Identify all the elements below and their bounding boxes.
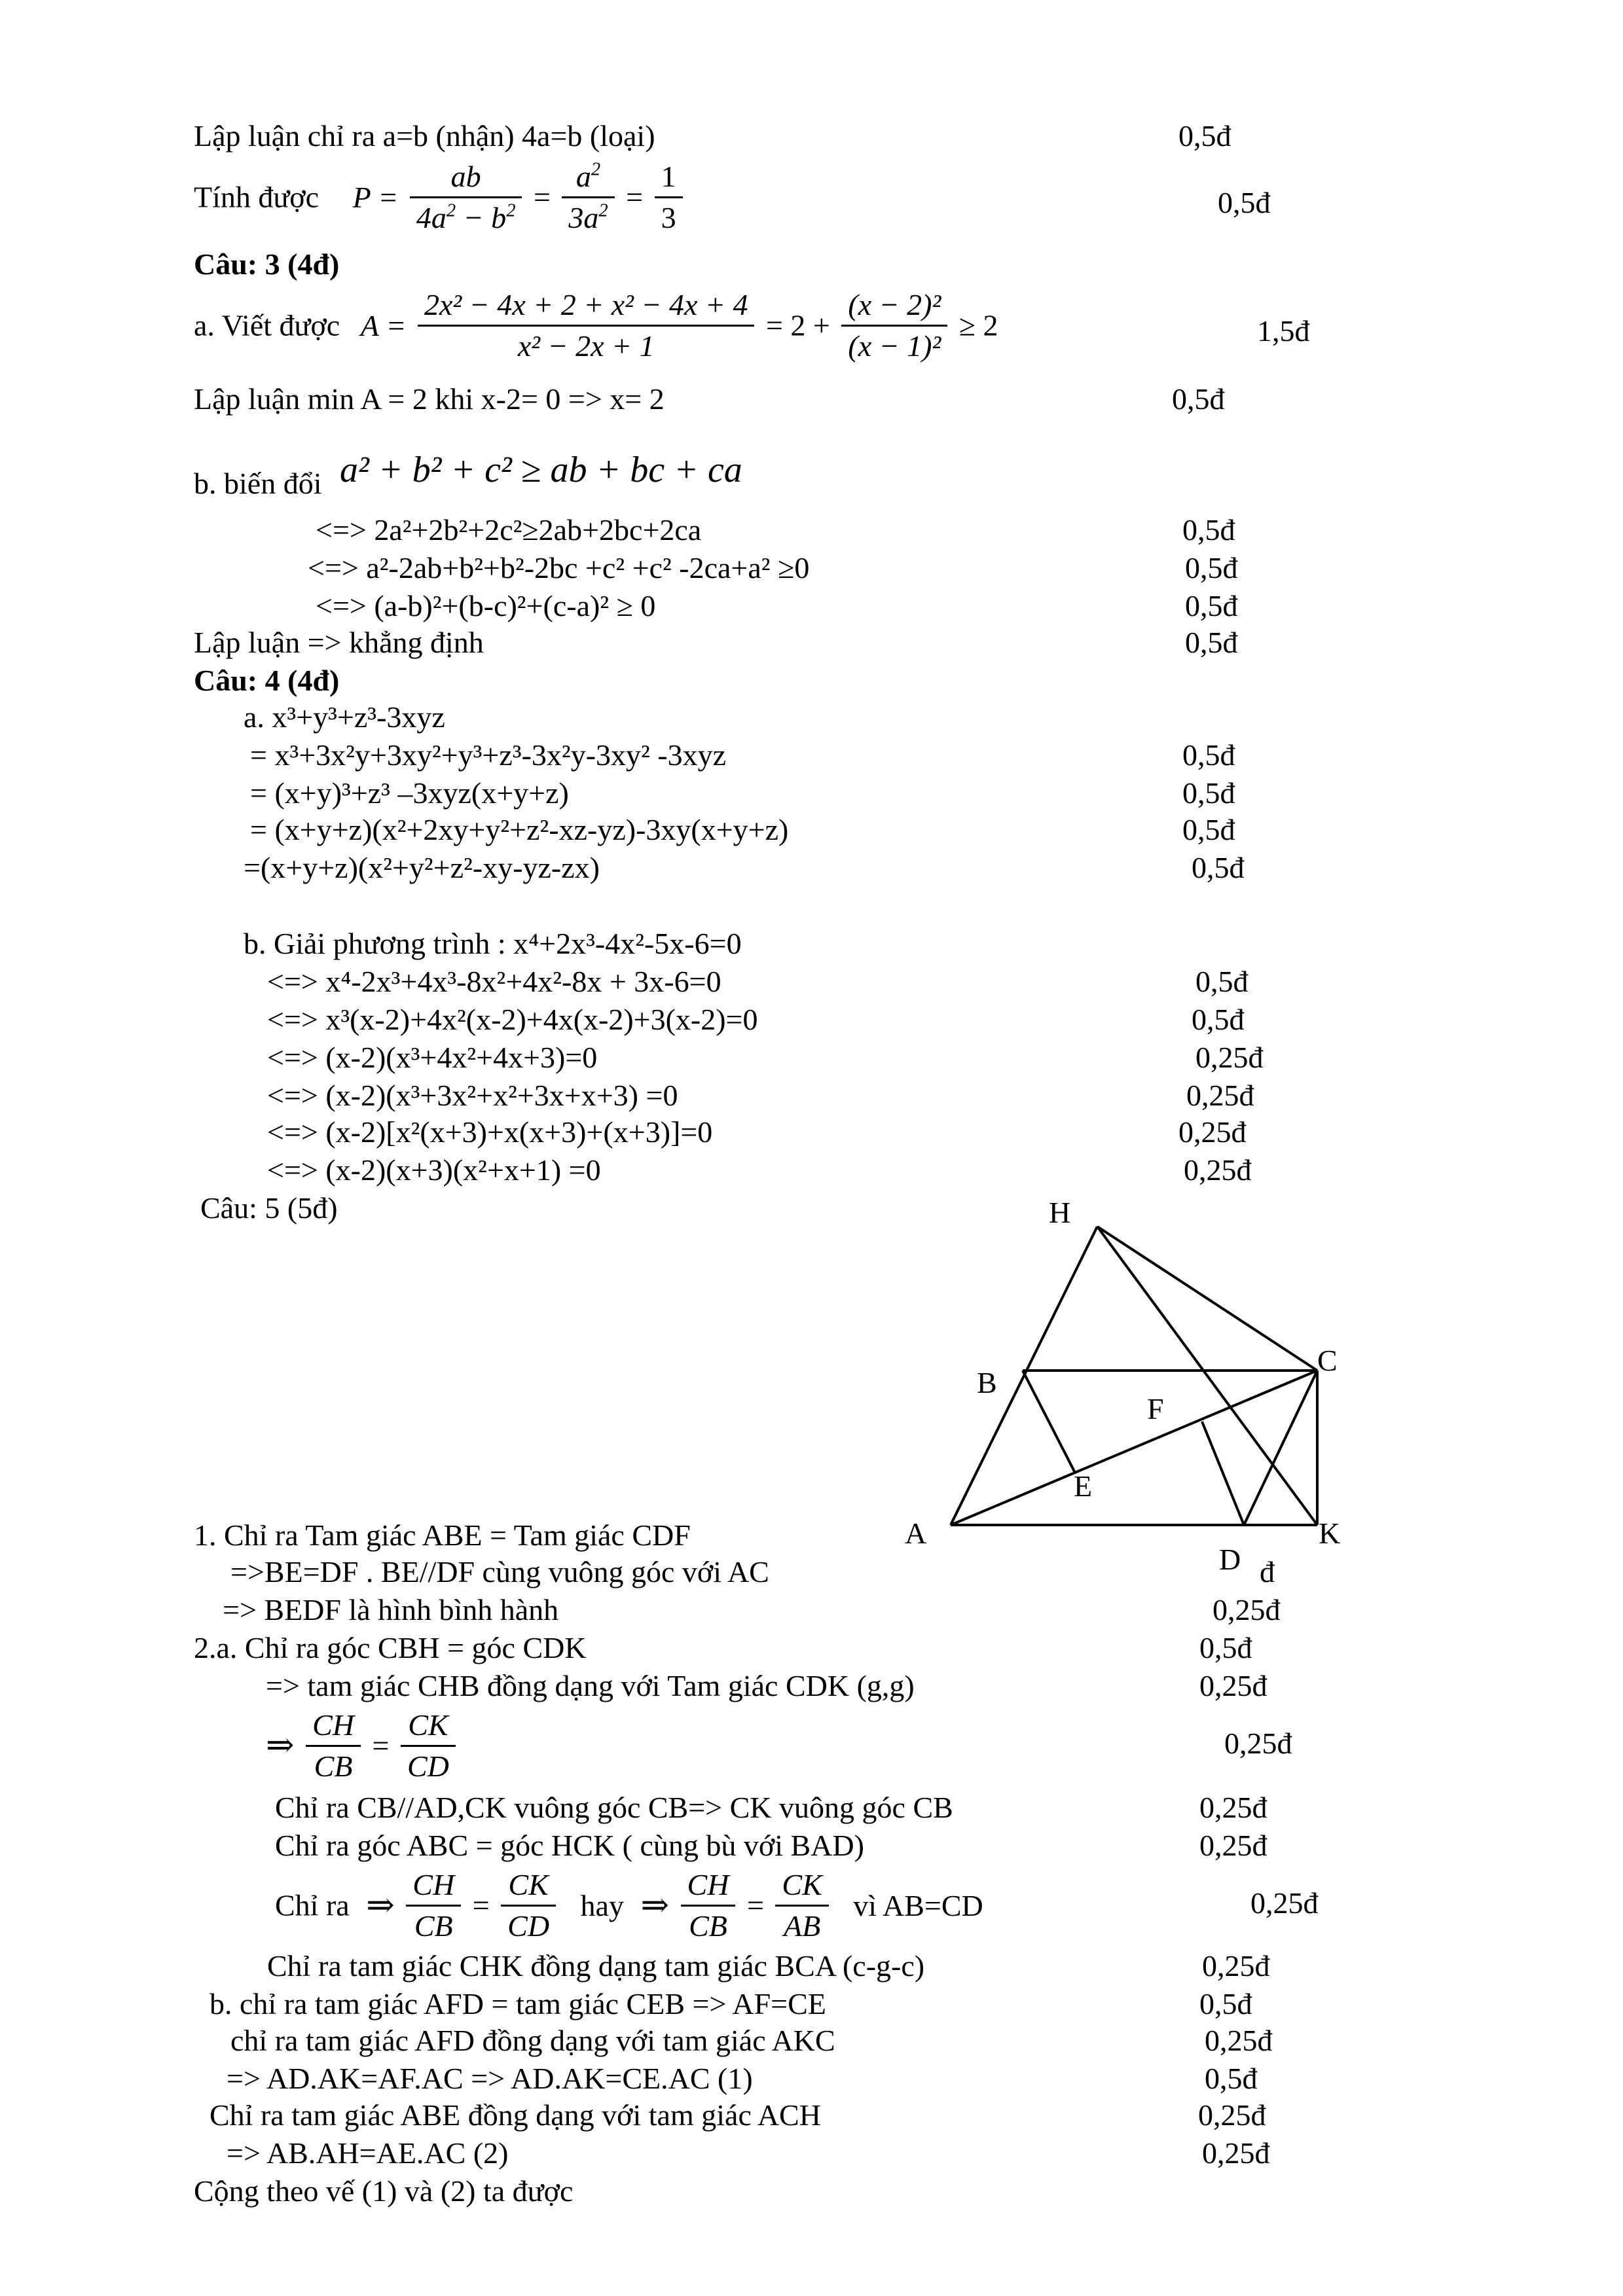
points-8: 0,5đ — [1185, 589, 1238, 622]
segment-DF — [1202, 1422, 1244, 1525]
label-D: D — [1219, 1543, 1241, 1576]
points-16: 0,5đ — [1195, 965, 1249, 998]
line-11: = x³+3x²y+3xy²+y³+z³-3x²y-3xy² -3xyz — [250, 738, 727, 772]
line-21: <=> (x-2)(x+3)(x²+x+1) =0 — [267, 1153, 601, 1187]
line-20: <=> (x-2)[x²(x+3)+x(x+3)+(x+3)]=0 — [267, 1115, 713, 1149]
line-30 — [275, 1865, 983, 1946]
points-27: 0,25đ — [1224, 1727, 1292, 1760]
label-B: B — [977, 1366, 997, 1399]
line-3-eq: A = — [360, 308, 407, 342]
points-3: 1,5đ — [1257, 314, 1310, 348]
line-37: Cộng theo vế (1) và (2) ta được — [194, 2174, 574, 2208]
points-4: 0,5đ — [1172, 382, 1225, 416]
points-36: 0,25đ — [1202, 2136, 1270, 2170]
line-2-eq: P = — [352, 180, 399, 214]
line-16: <=> x⁴-2x³+4x³-8x²+4x²-8x + 3x-6=0 — [267, 965, 721, 998]
points-32: 0,5đ — [1199, 1987, 1252, 2020]
line-9: Lập luận => khẳng định — [194, 626, 484, 659]
points-6: 0,5đ — [1182, 513, 1235, 547]
line-26: => tam giác CHB đồng dạng với Tam giác CDK (g,g) — [266, 1669, 915, 1702]
line-25: 2.a. Chỉ ra góc CBH = góc CDK — [194, 1631, 587, 1664]
fraction-CK-CD: $\frac{CK}{CD}$ — [501, 1865, 556, 1946]
label-C: C — [1317, 1344, 1338, 1377]
points-11: 0,5đ — [1182, 738, 1235, 772]
label-F: F — [1147, 1392, 1164, 1426]
fraction-CK-AB: $\frac{CK}{AB}$ — [775, 1865, 828, 1946]
line-8: <=> (a-b)²+(b-c)²+(c-a)² ≥ 0 — [316, 589, 656, 622]
line-35: Chỉ ra tam giác ABE đồng dạng với tam giác ACH — [210, 2098, 821, 2132]
line-17: <=> x³(x-2)+4x²(x-2)+4x(x-2)+3(x-2)=0 — [267, 1003, 758, 1036]
points-24: 0,25đ — [1213, 1593, 1281, 1626]
points-28: 0,25đ — [1199, 1791, 1267, 1824]
points-9: 0,5đ — [1185, 626, 1238, 659]
line-3-mid: = 2 + — [765, 308, 830, 342]
line-29: Chỉ ra góc ABC = góc HCK ( cùng bù với BAD) — [275, 1829, 864, 1862]
line-3-end: ≥ 2 — [958, 308, 998, 342]
points-12: 0,5đ — [1182, 776, 1235, 810]
segment-BE — [1023, 1371, 1075, 1473]
fraction-a2-3a2: $\frac{a^2}{3a^2}$ — [562, 157, 614, 238]
points-31: 0,25đ — [1202, 1949, 1270, 1982]
line-28: Chỉ ra CB//AD,CK vuông góc CB=> CK vuông góc CB — [275, 1791, 953, 1824]
points-30: 0,25đ — [1250, 1886, 1319, 1920]
line-27 — [266, 1706, 460, 1786]
segment-HK — [1097, 1227, 1317, 1525]
points-19: 0,25đ — [1186, 1079, 1254, 1112]
cau-4-heading: Câu: 4 (4đ) — [194, 664, 340, 697]
points-2: 0,5đ — [1218, 186, 1271, 219]
segment-HC — [1097, 1227, 1317, 1371]
line-3-prefix: a. Viết được — [194, 308, 340, 342]
equals: = — [372, 1729, 390, 1763]
fraction-ab: $\frac{ab}{4a^2 - b^2}$ — [410, 157, 522, 238]
line-6: <=> 2a²+2b²+2c²≥2ab+2bc+2ca — [316, 513, 702, 547]
line-14: =(x+y+z)(x²+y²+z²-xy-yz-zx) — [244, 851, 600, 884]
hay-text: hay — [580, 1888, 624, 1922]
implies-arrow: ⇒ — [266, 1727, 295, 1765]
equals: = — [472, 1888, 490, 1922]
line-12: = (x+y)³+z³ –3xyz(x+y+z) — [250, 776, 569, 810]
line-19: <=> (x-2)(x³+3x²+x²+3x+x+3) =0 — [267, 1079, 678, 1112]
points-33: 0,25đ — [1205, 2024, 1273, 2057]
label-K: K — [1319, 1516, 1341, 1550]
points-17: 0,5đ — [1192, 1003, 1245, 1036]
line-10: a. x³+y³+z³-3xyz — [244, 700, 445, 734]
points-13: 0,5đ — [1182, 813, 1235, 846]
equals: = — [626, 180, 644, 214]
fraction-square: $\frac{\text{(x − 2)²}}{\text{(x − 1)²}}$ — [841, 285, 947, 366]
line-15: b. Giải phương trình : x⁴+2x³-4x²-5x-6=0 — [244, 927, 742, 960]
label-H: H — [1049, 1196, 1071, 1229]
label-E: E — [1074, 1469, 1093, 1503]
line-22: 1. Chỉ ra Tam giác ABE = Tam giác CDF — [194, 1518, 691, 1552]
points-34: 0,5đ — [1205, 2062, 1258, 2095]
points-23: đ — [1260, 1555, 1275, 1588]
points-1: 0,5đ — [1178, 119, 1231, 152]
line-32: b. chỉ ra tam giác AFD = tam giác CEB => AF=CE — [210, 1987, 826, 2020]
segment-CD — [1244, 1371, 1317, 1525]
fraction-1-3: $\frac{1}{3}$ — [655, 157, 683, 238]
implies-arrow: ⇒ — [640, 1886, 670, 1924]
points-20: 0,25đ — [1178, 1115, 1247, 1149]
cau-3-heading: Câu: 3 (4đ) — [194, 247, 340, 281]
equals: = — [533, 180, 551, 214]
points-14: 0,5đ — [1192, 851, 1245, 884]
points-7: 0,5đ — [1185, 551, 1238, 584]
line-23: =>BE=DF . BE//DF cùng vuông góc với AC — [230, 1555, 769, 1588]
line-2-prefix: Tính được — [194, 180, 319, 214]
line-30-prefix: Chỉ ra — [275, 1888, 350, 1922]
line-36: => AB.AH=AE.AC (2) — [227, 2136, 509, 2170]
points-18: 0,25đ — [1195, 1041, 1264, 1074]
fraction-CK-CD: $\frac{CK}{CD}$ — [401, 1706, 456, 1786]
line-4: Lập luận min A = 2 khi x-2= 0 => x= 2 — [194, 382, 665, 416]
equals: = — [746, 1888, 764, 1922]
line-24: => BEDF là hình bình hành — [223, 1593, 559, 1626]
line-7: <=> a²-2ab+b²+b²-2bc +c² +c² -2ca+a² ≥0 — [308, 551, 810, 584]
points-26: 0,25đ — [1199, 1669, 1267, 1702]
points-21: 0,25đ — [1184, 1153, 1252, 1187]
points-35: 0,25đ — [1198, 2098, 1266, 2132]
line-33: chỉ ra tam giác AFD đồng dạng với tam giác AKC — [230, 2024, 835, 2057]
line-31: Chỉ ra tam giác CHK đồng dạng tam giác BCA (c-g-c) — [267, 1949, 925, 1982]
points-29: 0,25đ — [1199, 1829, 1267, 1862]
line-5-expr: a² + b² + c² ≥ ab + bc + ca — [339, 450, 742, 490]
line-13: = (x+y+z)(x²+2xy+y²+z²-xz-yz)-3xy(x+y+z) — [250, 813, 789, 846]
implies-arrow: ⇒ — [366, 1886, 395, 1924]
fraction-CH-CB: $\frac{CH}{CB}$ — [406, 1865, 461, 1946]
line-1: Lập luận chỉ ra a=b (nhận) 4a=b (loại) — [194, 119, 655, 152]
segment-AC — [951, 1371, 1317, 1525]
line-34: => AD.AK=AF.AC => AD.AK=CE.AC (1) — [227, 2062, 753, 2095]
line-5-prefix: b. biến đổi — [194, 467, 322, 500]
label-A: A — [905, 1516, 927, 1550]
line-18: <=> (x-2)(x³+4x²+4x+3)=0 — [267, 1041, 598, 1074]
line-30-suffix: vì AB=CD — [853, 1888, 983, 1922]
fraction-CH-CB: $\frac{CH}{CB}$ — [306, 1706, 361, 1786]
points-25: 0,5đ — [1199, 1631, 1252, 1664]
cau-5-heading: Câu: 5 (5đ) — [200, 1191, 338, 1225]
fraction-CH-CB-2: $\frac{CH}{CB}$ — [681, 1865, 736, 1946]
fraction-A: $\frac{\text{2x² − 4x + 2 + x² − 4x + 4}}{\text{x² − 2x + 1}}$ — [418, 285, 754, 366]
